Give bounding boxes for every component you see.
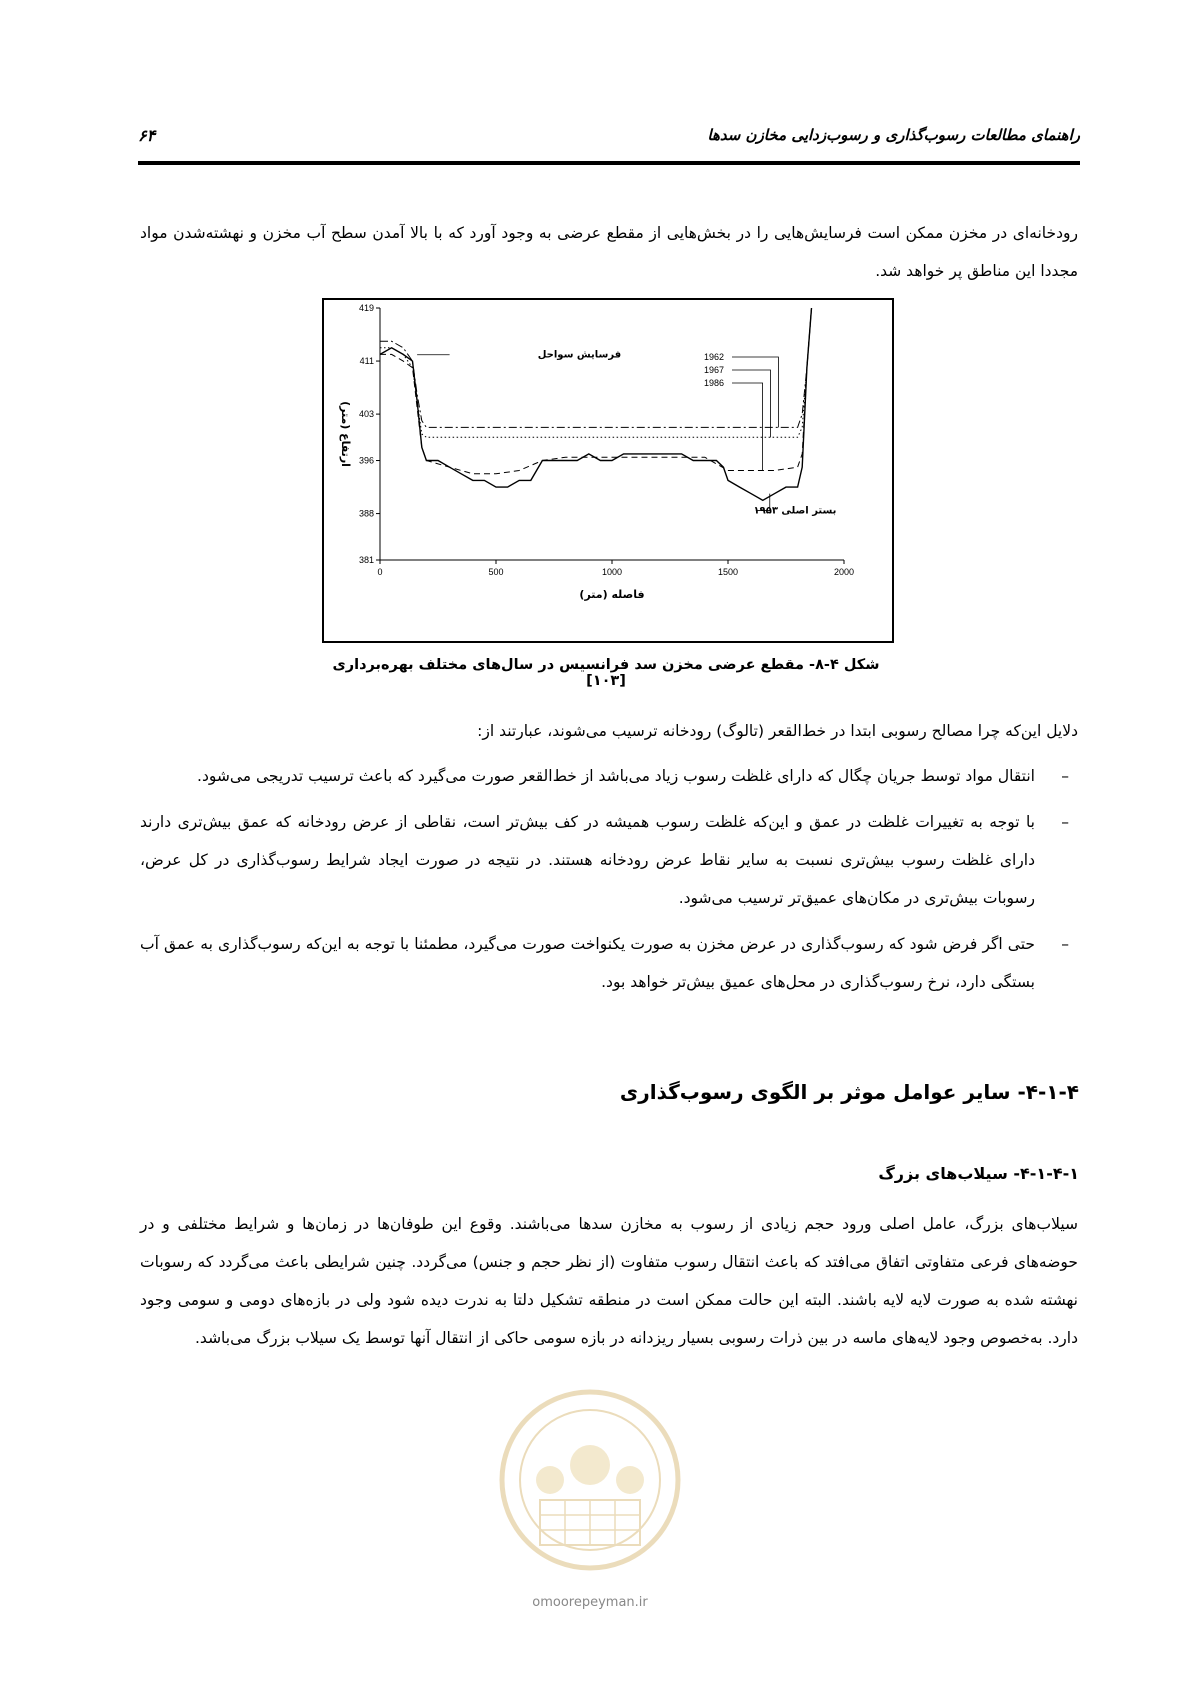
x-tick-label: 1000 xyxy=(601,567,623,577)
subsection-heading: ۴-۱-۴-۱- سیلاب‌های بزرگ xyxy=(878,1164,1079,1183)
section-heading: ۴-۱-۴- سایر عوامل موثر بر الگوی رسوب‌گذاری xyxy=(619,1080,1079,1104)
series-line-1962 xyxy=(380,308,812,427)
y-tick-label: 411 xyxy=(359,356,374,367)
figure-caption: شکل ۴-۸- مقطع عرضی مخزن سد فرانسیس در سال‌های مختلف بهره‌برداری [۱۰۳] xyxy=(332,657,880,689)
y-tick-label: 381 xyxy=(358,555,374,565)
legend-label-1986: 1986 xyxy=(704,378,725,388)
list-item xyxy=(140,803,1069,917)
series-line-1967 xyxy=(380,308,812,437)
paragraph-continuation: رودخانه‌ای در مخزن ممکن است فرسایش‌هایی را در بخش‌هایی از مقطع عرضی به وجود آورد که با بالا آمدن سطح آب مخزن و نهشته‌شدن مواد مجددا این مناطق پر خواهد شد. xyxy=(140,224,1078,280)
paragraph-intro: دلایل این‌که چرا مصالح رسوبی ابتدا در خط‌القعر (تالوگ) رودخانه ترسیب می‌شوند، عبارتند از: xyxy=(477,722,1078,740)
reasons-list xyxy=(140,757,1069,1009)
list-item-text: با توجه به تغییرات غلظت در عمق و این‌که غلظت رسوب همیشه در کف بیش‌تر است، نقاطی از عرض رودخانه که عمق بیش‌تری دارند دارای غلظت رسوب بیش‌تری نسبت به سایر نقاط عرض رودخانه هستند. در نتیجه در صورت ایجاد شرایط رسوب‌گذاری در کل عرض، رسوبات بیش‌تری در مکان‌های عمیق‌تر ترسیب می‌شود. xyxy=(140,813,1035,907)
list-item xyxy=(140,925,1069,1001)
x-tick-label: 0 xyxy=(377,567,383,577)
series-line-1986 xyxy=(380,308,812,474)
bullet-dash: – xyxy=(1061,767,1069,785)
x-tick-label: 500 xyxy=(488,567,504,577)
x-tick-label: 1500 xyxy=(717,567,739,577)
list-item-text: انتقال مواد توسط جریان چگال که دارای غلظت رسوب زیاد می‌باشد از خط‌القعر صورت می‌گیرد که باعث ترسیب تدریجی می‌شود. xyxy=(197,767,1035,785)
y-tick-label: 419 xyxy=(358,303,374,313)
y-axis-label: ارتفاع (متر) xyxy=(339,401,352,467)
y-tick-label: 388 xyxy=(358,508,374,519)
watermark-logo-icon xyxy=(490,1385,690,1575)
running-title: راهنمای مطالعات رسوب‌گذاری و رسوب‌زدایی مخازن سدها xyxy=(707,126,1080,144)
figure-cross-section xyxy=(322,298,894,643)
series-line-بستر اصلی ۱۹۵۳ xyxy=(380,308,812,500)
header-rule xyxy=(138,161,1080,165)
bullet-dash: – xyxy=(1061,813,1069,831)
cross-section-chart xyxy=(324,300,892,641)
page-header xyxy=(138,126,1080,152)
x-axis-label: فاصله (متر) xyxy=(579,588,645,601)
legend-label-1962: 1962 xyxy=(704,352,725,362)
annotation-original-bed: بستر اصلی ۱۹۵۳ xyxy=(753,505,837,517)
page-number: ۶۴ xyxy=(138,126,156,145)
legend-label-1967: 1967 xyxy=(704,365,725,375)
y-tick-label: 396 xyxy=(358,455,374,466)
watermark-url: omoorepeyman.ir xyxy=(532,1595,648,1610)
paragraph-floods: سیلاب‌های بزرگ، عامل اصلی ورود حجم زیادی از رسوب به مخازن سدها می‌باشند. وقوع این طوفان‌ها در زمان‌ها و شرایط مختلفی و در حوضه‌های فرعی متفاوتی اتفاق می‌افتد که باعث انتقال رسوب متفاوت (از نظر حجم و جنس) می‌گردد. چنین شرایطی باعث می‌گردد که رسوبات نهشته شده به صورت لایه لایه باشند. البته این حالت ممکن است در منطقه تشکیل دلتا به ندرت دیده شود ولی در بازه‌های دومی و سومی وجود دارد. به‌خصوص وجود لایه‌های ماسه در بین ذرات رسوبی بسیار ریزدانه در بازه سومی حاکی از انتقال آنها توسط یک سیلاب بزرگ می‌باشد. xyxy=(140,1215,1078,1347)
list-item-text: حتی اگر فرض شود که رسوب‌گذاری در عرض مخزن به صورت یکنواخت صورت می‌گیرد، مطمئنا با توجه به این‌که رسوب‌گذاری به عمق آب بستگی دارد، نرخ رسوب‌گذاری در محل‌های عمیق بیش‌تر خواهد بود. xyxy=(140,935,1035,991)
list-item xyxy=(140,757,1069,795)
bullet-dash: – xyxy=(1061,935,1069,953)
x-tick-label: 2000 xyxy=(833,567,855,577)
annotation-erosion: فرسایش سواحل xyxy=(537,349,622,361)
legend-leader xyxy=(732,357,778,427)
y-tick-label: 403 xyxy=(358,409,374,420)
legend-leader xyxy=(732,383,763,470)
